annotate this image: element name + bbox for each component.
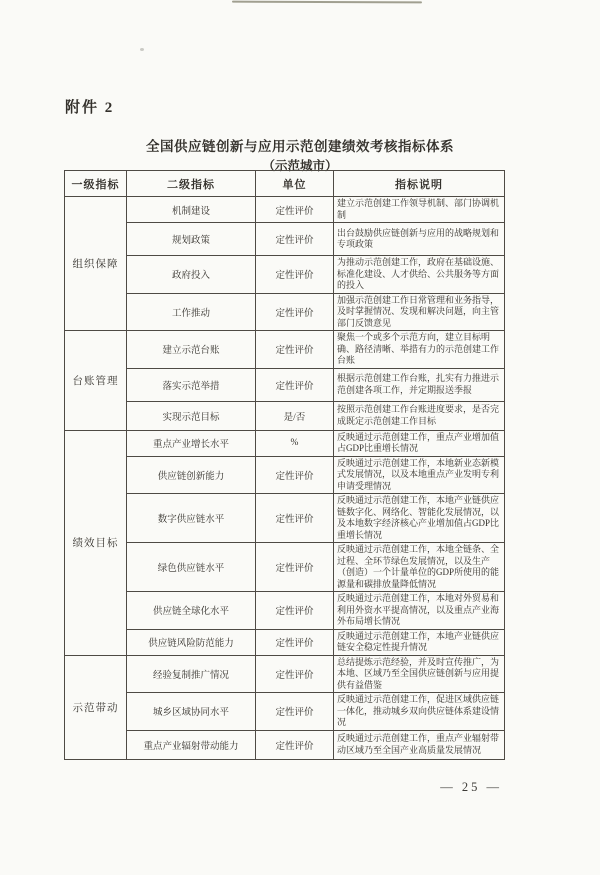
scan-smudge-artifact [140, 48, 144, 51]
description-cell: 反映通过示范创建工作，重点产业辐射带动区域乃至全国产业高质量发展情况 [334, 730, 505, 759]
table-row [65, 223, 505, 256]
scan-edge-artifact [232, 1, 422, 4]
table-row [65, 331, 505, 369]
description-cell: 反映通过示范创建工作，本地对外贸易和利用外资水平提高情况，以及重点产业海外布局增长情况 [334, 592, 505, 630]
table-row [65, 368, 505, 401]
document-title: 全国供应链创新与应用示范创建绩效考核指标体系 [146, 139, 454, 154]
table-row [65, 494, 505, 543]
title-block [0, 135, 600, 174]
description-cell: 出台鼓励供应链创新与应用的战略规划和专项政策 [334, 223, 505, 256]
document-subtitle: （示范城市） [262, 159, 338, 173]
table-row [65, 293, 505, 331]
indicator-cell: 机制建设 [127, 197, 256, 223]
indicator-cell: 落实示范举措 [127, 368, 256, 401]
section-cell: 示范带动 [65, 655, 127, 759]
table-row [65, 430, 505, 456]
table-row [65, 693, 505, 731]
table-row [65, 730, 505, 759]
unit-cell: 定性评价 [256, 693, 334, 731]
unit-cell: 定性评价 [256, 456, 334, 494]
header-level2: 二级指标 [127, 171, 256, 197]
attachment-label: 附件 2 [65, 100, 115, 116]
indicator-cell: 城乡区域协同水平 [127, 693, 256, 731]
indicator-table [64, 170, 505, 760]
unit-cell: 定性评价 [256, 197, 334, 223]
section-cell: 组织保障 [65, 197, 127, 331]
indicator-cell: 绿色供应链水平 [127, 543, 256, 592]
table-row [65, 197, 505, 223]
indicator-cell: 工作推动 [127, 293, 256, 331]
table-row [65, 592, 505, 630]
indicator-cell: 重点产业增长水平 [127, 430, 256, 456]
header-description: 指标说明 [334, 171, 505, 197]
unit-cell: 是/否 [256, 401, 334, 430]
description-cell: 反映通过示范创建工作，本地产业链供应链安全稳定性提升情况 [334, 629, 505, 655]
unit-cell: 定性评价 [256, 629, 334, 655]
header-row [65, 171, 505, 197]
table-row [65, 256, 505, 294]
description-cell: 反映通过示范创建工作，本地产业链供应链数字化、网络化、智能化发展情况，以及本地数字经济核心产业增加值占GDP比重增长情况 [334, 494, 505, 543]
indicator-cell: 数字供应链水平 [127, 494, 256, 543]
description-cell: 加强示范创建工作日常管理和业务指导，及时掌握情况、发现和解决问题，向主管部门反馈意见 [334, 293, 505, 331]
table-row [65, 456, 505, 494]
indicator-table-wrap [64, 170, 505, 760]
description-cell: 聚焦一个或多个示范方向，建立目标明确、路径清晰、举措有力的示范创建工作台账 [334, 331, 505, 369]
unit-cell: 定性评价 [256, 592, 334, 630]
description-cell: 按照示范创建工作台账进度要求，是否完成既定示范创建工作目标 [334, 401, 505, 430]
indicator-cell: 经验复制推广情况 [127, 655, 256, 693]
indicator-cell: 供应链创新能力 [127, 456, 256, 494]
indicator-cell: 实现示范目标 [127, 401, 256, 430]
description-cell: 反映通过示范创建工作，重点产业增加值占GDP比重增长情况 [334, 430, 505, 456]
indicator-cell: 供应链风险防范能力 [127, 629, 256, 655]
unit-cell: 定性评价 [256, 293, 334, 331]
description-cell: 反映通过示范创建工作，本地新业态新模式发展情况，以及本地重点产业发明专利申请受理情况 [334, 456, 505, 494]
unit-cell: 定性评价 [256, 543, 334, 592]
unit-cell: 定性评价 [256, 256, 334, 294]
section-cell: 台账管理 [65, 331, 127, 431]
description-cell: 反映通过示范创建工作，促进区域供应链一体化，推动城乡双向供应链体系建设情况 [334, 693, 505, 731]
table-row [65, 655, 505, 693]
unit-cell: 定性评价 [256, 368, 334, 401]
indicator-cell: 规划政策 [127, 223, 256, 256]
indicator-cell: 建立示范台账 [127, 331, 256, 369]
page-number: — 25 — [440, 780, 502, 794]
unit-cell: 定性评价 [256, 223, 334, 256]
description-cell: 根据示范创建工作台账，扎实有力推进示范创建各项工作，并定期报送季报 [334, 368, 505, 401]
header-unit: 单位 [256, 171, 334, 197]
unit-cell: 定性评价 [256, 494, 334, 543]
description-cell: 建立示范创建工作领导机制、部门协调机制 [334, 197, 505, 223]
unit-cell: % [256, 430, 334, 456]
unit-cell: 定性评价 [256, 655, 334, 693]
section-cell: 绩效目标 [65, 430, 127, 655]
indicator-cell: 政府投入 [127, 256, 256, 294]
table-row [65, 401, 505, 430]
description-cell: 为推动示范创建工作，政府在基础设施、标准化建设、人才供给、公共服务等方面的投入 [334, 256, 505, 294]
table-row [65, 629, 505, 655]
indicator-cell: 供应链全球化水平 [127, 592, 256, 630]
unit-cell: 定性评价 [256, 730, 334, 759]
indicator-cell: 重点产业辐射带动能力 [127, 730, 256, 759]
description-cell: 反映通过示范创建工作，本地全链条、全过程、全环节绿色发展情况，以及生产（创造）一个计量单位的GDP所使用的能源量和碳排放量降低情况 [334, 543, 505, 592]
description-cell: 总结提炼示范经验，并及时宣传推广，为本地、区域乃至全国供应链创新与应用提供有益借鉴 [334, 655, 505, 693]
header-level1: 一级指标 [65, 171, 127, 197]
table-row [65, 543, 505, 592]
unit-cell: 定性评价 [256, 331, 334, 369]
